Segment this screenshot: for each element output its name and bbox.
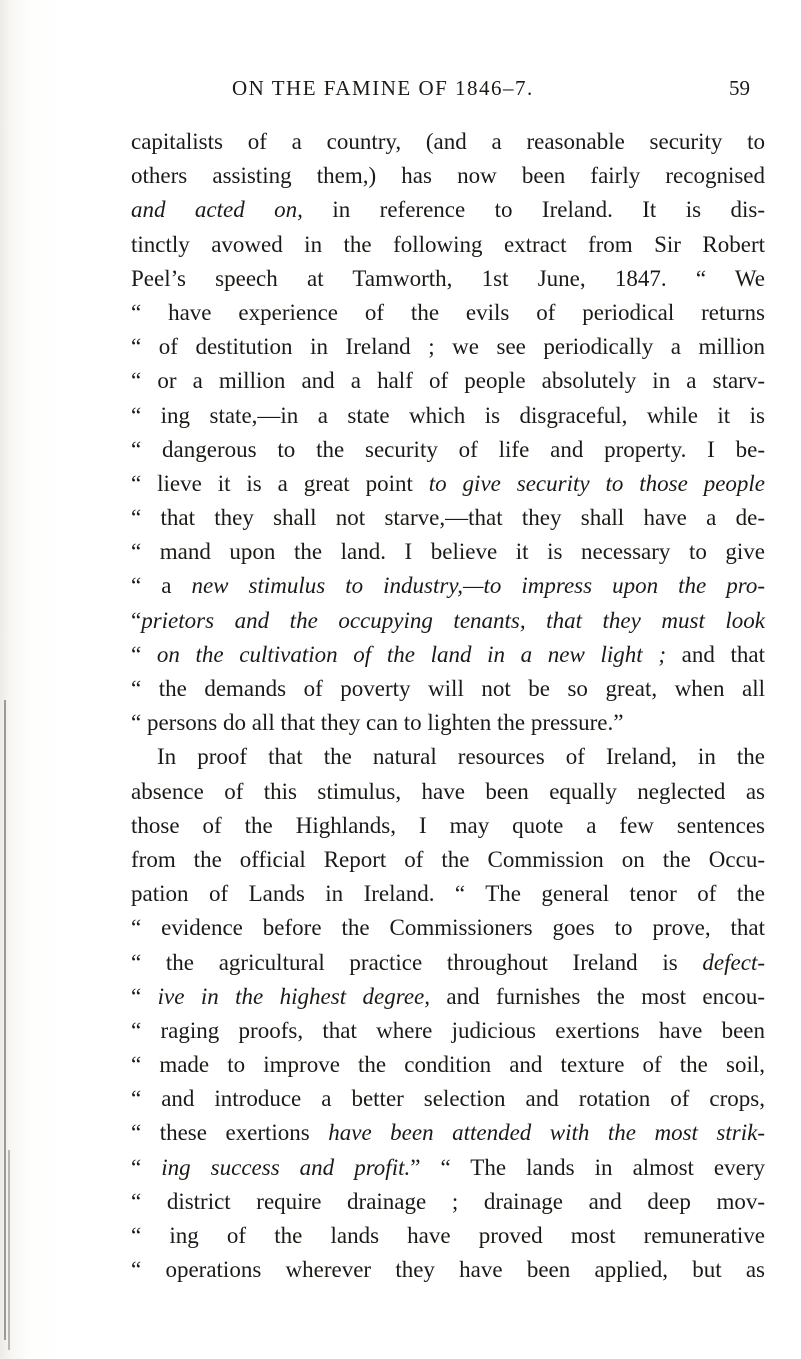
- text-line: [131, 262, 765, 296]
- text-run: Peel’s speech at Tamworth, 1st June, 1847. “ We: [131, 265, 765, 291]
- text-run: “ of destitution in Ireland ; we see periodically a million: [131, 334, 765, 360]
- text-line: [131, 501, 765, 535]
- text-run: “ and introduce a better selection and rotation of crops,: [131, 1086, 765, 1112]
- text-run: those of the Highlands, I may quote a few sentences: [131, 812, 765, 838]
- text-run: “ the agricultural practice throughout Ireland is: [131, 949, 703, 975]
- text-run: absence of this stimulus, have been equally neglected as: [131, 778, 765, 804]
- text-run: “: [131, 607, 142, 633]
- text-run: “ operations wherever they have been applied, but as: [131, 1257, 765, 1283]
- text-line: [131, 296, 765, 330]
- page-header: [0, 76, 801, 102]
- text-line: [131, 775, 765, 809]
- text-run: tinctly avowed in the following extract from Sir Robert: [131, 231, 765, 257]
- text-run: in reference to Ireland. It is dis-: [302, 197, 765, 223]
- text-line: [131, 159, 765, 193]
- text-run: “ mand upon the land. I believe it is necessary to give: [131, 539, 765, 565]
- text-line: [131, 1014, 765, 1048]
- running-head: ON THE FAMINE OF 1846–7.: [232, 76, 534, 100]
- body-text: [131, 125, 765, 1287]
- text-run: “ a: [131, 573, 192, 599]
- text-line: [131, 330, 765, 364]
- text-run: and that: [665, 641, 765, 667]
- text-line: [131, 1116, 765, 1150]
- text-run: and furnishes the most encou-: [429, 983, 765, 1009]
- text-line: [131, 399, 765, 433]
- text-run: In proof that the natural resources of Ireland, in the: [157, 744, 765, 770]
- text-run: “ district require drainage ; drainage and deep mov-: [131, 1188, 765, 1214]
- text-run: “ that they shall not starve,—that they shall have a de-: [131, 505, 765, 531]
- text-run: “: [131, 983, 158, 1009]
- page-number: 59: [729, 76, 750, 100]
- page-gutter-shadow: [4, 700, 6, 1340]
- text-line: [131, 980, 765, 1014]
- text-line: [131, 843, 765, 877]
- italic-text: prietors and the occupying tenants, that they must look: [141, 607, 765, 633]
- text-line: [131, 569, 765, 603]
- italic-text: to give security to those people: [428, 470, 765, 496]
- text-line: [131, 433, 765, 467]
- italic-text: ing success and profit.: [161, 1154, 411, 1180]
- text-line: [131, 809, 765, 843]
- text-run: others assisting them,) has now been fairly recognised: [131, 163, 765, 189]
- text-line: [131, 706, 765, 740]
- text-line: [131, 911, 765, 945]
- text-line: [131, 604, 765, 638]
- text-line: [131, 1185, 765, 1219]
- italic-text: new stimulus to industry,—to impress upon the pro-: [191, 573, 765, 599]
- text-run: “ ing state,—in a state which is disgraceful, while it is: [131, 402, 765, 428]
- text-run: “: [131, 641, 157, 667]
- text-line: [131, 228, 765, 262]
- text-line: [131, 1082, 765, 1116]
- text-line: [131, 535, 765, 569]
- text-line: [131, 1219, 765, 1253]
- text-line: [131, 672, 765, 706]
- text-line: [131, 740, 765, 774]
- italic-text: have been attended with the most strik-: [328, 1120, 765, 1146]
- text-line: [131, 638, 765, 672]
- italic-text: on the cultivation of the land in a new light ;: [156, 641, 666, 667]
- text-line: [131, 193, 765, 227]
- text-line: [131, 125, 765, 159]
- text-run: “ raging proofs, that where judicious exertions have been: [131, 1017, 765, 1043]
- text-run: “ the demands of poverty will not be so great, when all: [131, 676, 765, 701]
- text-run: “ persons do all that they can to lighten the pressure.”: [131, 710, 624, 736]
- italic-text: and acted on,: [131, 197, 303, 223]
- text-run: “: [131, 1154, 162, 1180]
- text-run: “ or a million and a half of people absolutely in a starv-: [131, 368, 765, 394]
- text-line: [131, 364, 765, 398]
- text-run: “ have experience of the evils of periodical returns: [131, 299, 765, 325]
- text-run: pation of Lands in Ireland. “ The general tenor of the: [131, 881, 765, 907]
- text-run: ” “ The lands in almost every: [410, 1154, 766, 1180]
- text-line: [131, 467, 765, 501]
- text-run: capitalists of a country, (and a reasonable security to: [131, 129, 765, 154]
- text-run: “ lieve it is a great point: [131, 470, 429, 496]
- page-gutter-shadow: [8, 1150, 10, 1350]
- text-line: [131, 1048, 765, 1082]
- text-line: [131, 877, 765, 911]
- text-run: from the official Report of the Commission on the Occu-: [131, 846, 765, 872]
- text-run: “ evidence before the Commissioners goes to prove, that: [131, 915, 765, 941]
- text-run: “ dangerous to the security of life and property. I be-: [131, 436, 765, 462]
- text-line: [131, 1151, 765, 1185]
- text-run: “ ing of the lands have proved most remunerative: [131, 1223, 765, 1248]
- italic-text: defect-: [702, 949, 765, 975]
- text-line: [131, 1253, 765, 1287]
- text-run: “ these exertions: [131, 1120, 329, 1146]
- text-run: “ made to improve the condition and texture of the soil,: [131, 1052, 765, 1078]
- text-line: [131, 946, 765, 980]
- italic-text: ive in the highest degree,: [157, 983, 430, 1009]
